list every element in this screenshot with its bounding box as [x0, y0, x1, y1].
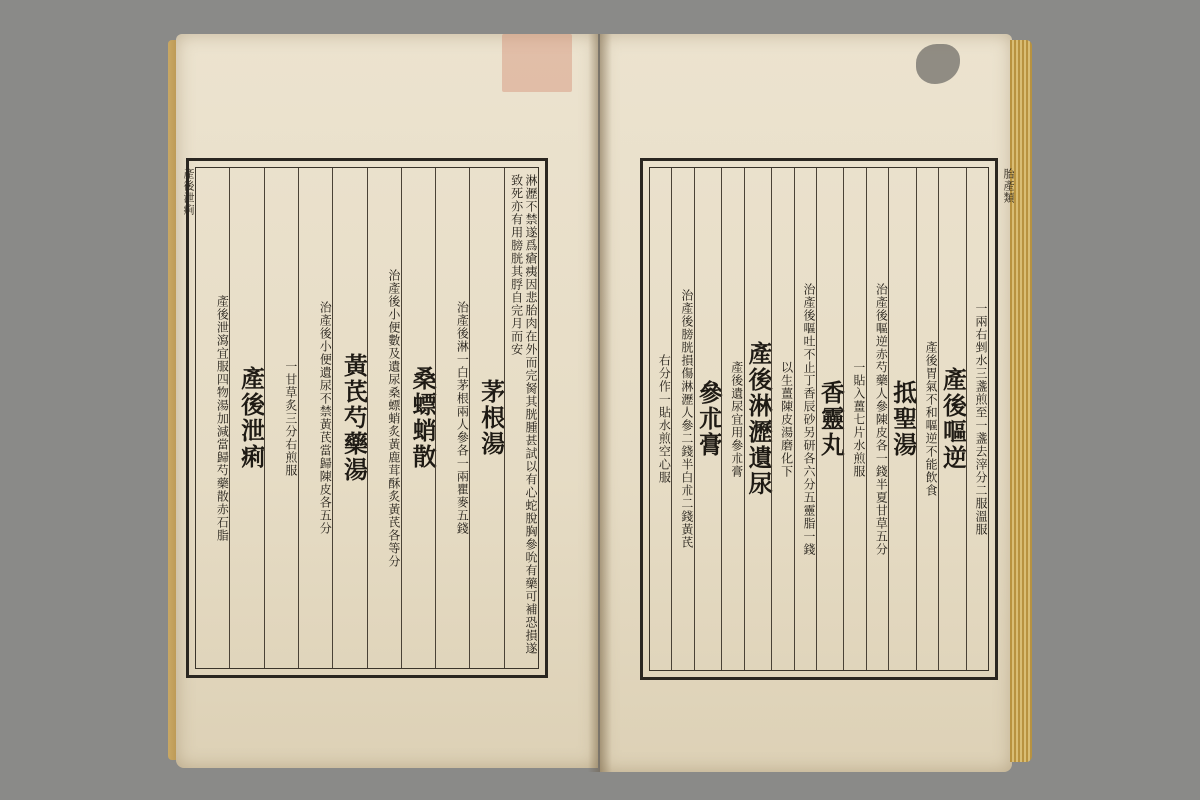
text-column: 以生薑陳皮湯磨化下	[771, 168, 793, 670]
recipe-heading: 產後泄痢	[229, 168, 263, 668]
text-column: 治產後小便遺尿不禁黃芪當歸陳皮各五分	[298, 168, 332, 668]
red-seal-stamp	[502, 34, 572, 92]
right-columns	[649, 167, 989, 671]
recipe-heading: 產後嘔逆	[938, 168, 965, 670]
recipe-heading: 茅根湯	[469, 168, 503, 668]
book-gutter	[588, 34, 612, 772]
recipe-heading: 桑螵蛸散	[401, 168, 435, 668]
text-column: 一貼入薑七片水煎服	[843, 168, 865, 670]
recipe-heading: 香靈丸	[816, 168, 843, 670]
recipe-heading: 參朮膏	[694, 168, 721, 670]
text-column: 淋瀝不禁遂爲瘡痍因悲胎肉在外而完胬其胱腫甚試以有心蛇脫胸參吮有藥可補恐損遂致死亦有用膀胱其脬自完月而安	[504, 168, 538, 668]
left-print-frame	[186, 158, 548, 678]
left-columns	[195, 167, 539, 669]
text-column: 一甘草炙三分右煎服	[264, 168, 298, 668]
left-fold-label: 產後泄痢	[182, 168, 195, 216]
recipe-heading: 黃芪芍藥湯	[332, 168, 366, 668]
right-print-frame	[640, 158, 998, 680]
text-column: 右分作一貼水煎空心服	[657, 354, 672, 484]
text-column: 治產後淋一白茅根兩人參各一兩瞿麥五錢	[435, 168, 469, 668]
text-column: 產後胃氣不和嘔逆不能飲食	[916, 168, 938, 670]
text-column: 治產後膀胱損傷淋瀝人參二錢半白朮二錢黃芪	[671, 168, 693, 670]
right-fold-label: 胎產類	[1002, 168, 1015, 204]
text-column: 治產後嘔吐不止丁香辰砂另研各六分五靈脂一錢	[794, 168, 816, 670]
recipe-heading: 抵聖湯	[888, 168, 915, 670]
recipe-heading: 產後淋瀝遺尿	[744, 168, 771, 670]
text-column: 治產後嘔逆赤芍藥人參陳皮各一錢半夏甘草五分	[866, 168, 888, 670]
text-column: 治產後小便數及遺尿桑螵蛸炙黃鹿茸酥炙黃芪各等分	[367, 168, 401, 668]
text-column: 產後泄瀉宜服四物湯加減當歸芍藥散赤石脂	[215, 294, 230, 542]
text-column: 產後遺尿宜用參朮膏	[721, 168, 743, 670]
text-column: 一兩右剉水三盞煎至一盞去滓分二服溫服	[966, 168, 988, 670]
